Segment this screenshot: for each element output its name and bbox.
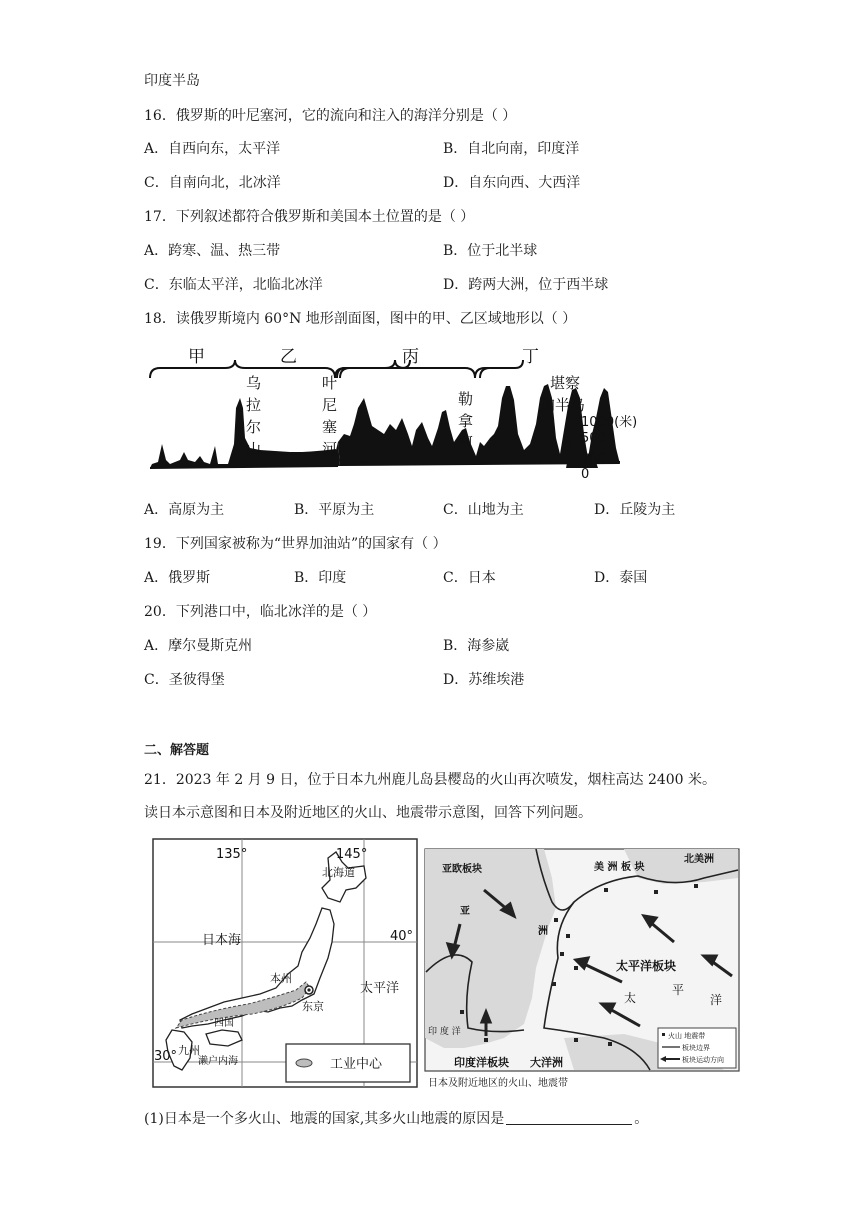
indian-ocean-label: 印 度 洋: [428, 1027, 461, 1037]
scale-0: 0: [581, 467, 590, 482]
q17-option-a[interactable]: A．跨寒、温、热三带: [144, 243, 281, 259]
kamchatka-label-1: 堪察: [550, 374, 581, 392]
q17-option-c[interactable]: C．东临太平洋，北临北冰洋: [144, 277, 323, 293]
scale-1000: 1000(米): [581, 415, 638, 430]
q17-option-b[interactable]: B．位于北半球: [443, 243, 538, 259]
lat-40: 40°: [390, 929, 414, 944]
region-yi: 乙: [280, 347, 297, 367]
plate-map-figure: [424, 848, 740, 1094]
lena-label-2: 拿: [458, 412, 474, 430]
q19-option-d[interactable]: D．泰国: [594, 570, 648, 586]
question-19: 19．下列国家被称为“世界加油站”的国家有（ ）: [144, 536, 447, 552]
yang-label: 洋: [710, 993, 723, 1007]
lena-label-3: 河: [458, 434, 474, 452]
north-america-label: 北美洲: [684, 854, 714, 865]
yenisei-label-1: 叶: [322, 374, 338, 392]
q20-option-b[interactable]: B．海参崴: [443, 638, 510, 654]
eurasian-plate-label: 亚欧板块: [442, 864, 482, 875]
q20-option-a[interactable]: A．摩尔曼斯克州: [144, 638, 253, 654]
answer-blank[interactable]: [506, 1110, 632, 1125]
q16-option-a[interactable]: A．自西向东，太平洋: [144, 141, 281, 157]
scale-500: 500: [581, 431, 606, 446]
kyushu-label: 九州: [178, 1044, 200, 1057]
zhou-label: 洲: [538, 926, 548, 937]
section-heading: 二、解答题: [144, 743, 210, 758]
question-17: 17．下列叙述都符合俄罗斯和美国本土位置的是（ ）: [144, 209, 475, 225]
question-20: 20．下列港口中，临北冰洋的是（ ）: [144, 604, 377, 620]
ping-label: 平: [672, 983, 685, 997]
legend-industrial-center: 工业中心: [330, 1057, 383, 1072]
q20-option-d[interactable]: D．苏维埃港: [443, 672, 525, 688]
q18-option-a[interactable]: A．高原为主: [144, 502, 225, 518]
lon-135: 135°: [216, 847, 248, 862]
q19-option-b[interactable]: B．印度: [294, 570, 347, 586]
lat-30: 30°: [154, 1049, 178, 1064]
q19-option-c[interactable]: C．日本: [443, 570, 496, 586]
q20-option-c[interactable]: C．圣彼得堡: [144, 672, 225, 688]
yenisei-label-4: 河: [322, 440, 338, 458]
tai-label: 太: [624, 991, 637, 1005]
oceania-label: 大洋洲: [530, 1056, 563, 1069]
question-21-part-1: [144, 1109, 648, 1129]
tokyo-label: 东京: [302, 1000, 324, 1013]
pacific-plate-label: 太平洋板块: [616, 959, 677, 973]
q18-option-b[interactable]: B．平原为主: [294, 502, 375, 518]
region-ding: 丁: [522, 347, 539, 367]
pacific-label: 太平洋: [360, 981, 400, 996]
seto-label: 濑户内海: [198, 1056, 238, 1067]
question-18: 18．读俄罗斯境内 60°N 地形剖面图，图中的甲、乙区域地形以（ ）: [144, 311, 577, 327]
yenisei-label-2: 尼: [322, 396, 338, 414]
plate-map-caption: 日本及附近地区的火山、地震带: [428, 1078, 568, 1089]
hokkaido-label: 北海道: [322, 866, 355, 879]
yenisei-label-3: 塞: [322, 418, 338, 436]
legend-boundary: 板块边界: [682, 1044, 710, 1052]
q19-option-a[interactable]: A．俄罗斯: [144, 570, 211, 586]
q18-option-c[interactable]: C．山地为主: [443, 502, 524, 518]
terrain-profile-figure: [140, 338, 660, 488]
q17-option-d[interactable]: D．跨两大洲，位于西半球: [443, 277, 609, 293]
scale-200: 200: [581, 451, 606, 466]
q18-option-d[interactable]: D．丘陵为主: [594, 502, 676, 518]
question-21-line-2: 读日本示意图和日本及附近地区的火山、地震带示意图，回答下列问题。: [144, 805, 592, 821]
japan-map-figure: [152, 838, 418, 1088]
lon-145: 145°: [336, 847, 368, 862]
shikoku-label: 四国: [214, 1018, 234, 1029]
legend-motion: 板块运动方向: [682, 1056, 724, 1064]
q16-option-c[interactable]: C．自南向北，北冰洋: [144, 175, 281, 191]
honshu-label: 本州: [270, 972, 292, 985]
question-21-line-1: 21．2023 年 2 月 9 日，位于日本九州鹿儿岛县樱岛的火山再次喷发，烟柱高达 2400 米。: [144, 772, 717, 788]
ural-label-1: 乌: [246, 374, 262, 392]
ural-label-4: 山: [246, 440, 262, 458]
q16-option-b[interactable]: B．自北向南，印度洋: [443, 141, 580, 157]
sea-of-japan-label: 日本海: [202, 933, 242, 948]
indian-plate-label: 印度洋板块: [454, 1056, 509, 1069]
asia-label: 亚: [460, 906, 470, 917]
ural-label-3: 尔: [246, 418, 262, 436]
region-jia: 甲: [188, 347, 205, 367]
q16-option-d[interactable]: D．自东向西、大西洋: [443, 175, 581, 191]
question-21-part-1-text: (1)日本是一个多火山、地震的国家,其多火山地震的原因是: [144, 1111, 505, 1127]
ural-label-2: 拉: [246, 396, 262, 414]
text-line: 印度半岛: [144, 73, 200, 89]
america-plate-label: 美 洲 板 块: [594, 862, 645, 873]
legend-volcano: 火山 地震带: [668, 1032, 706, 1040]
kamchatka-label-2: 加半岛: [540, 396, 586, 414]
question-16: 16．俄罗斯的叶尼塞河，它的流向和注入的海洋分别是（ ）: [144, 108, 517, 124]
question-21-part-1-end: 。: [634, 1111, 649, 1127]
region-bing: 丙: [402, 347, 419, 367]
lena-label-1: 勒: [458, 390, 474, 408]
